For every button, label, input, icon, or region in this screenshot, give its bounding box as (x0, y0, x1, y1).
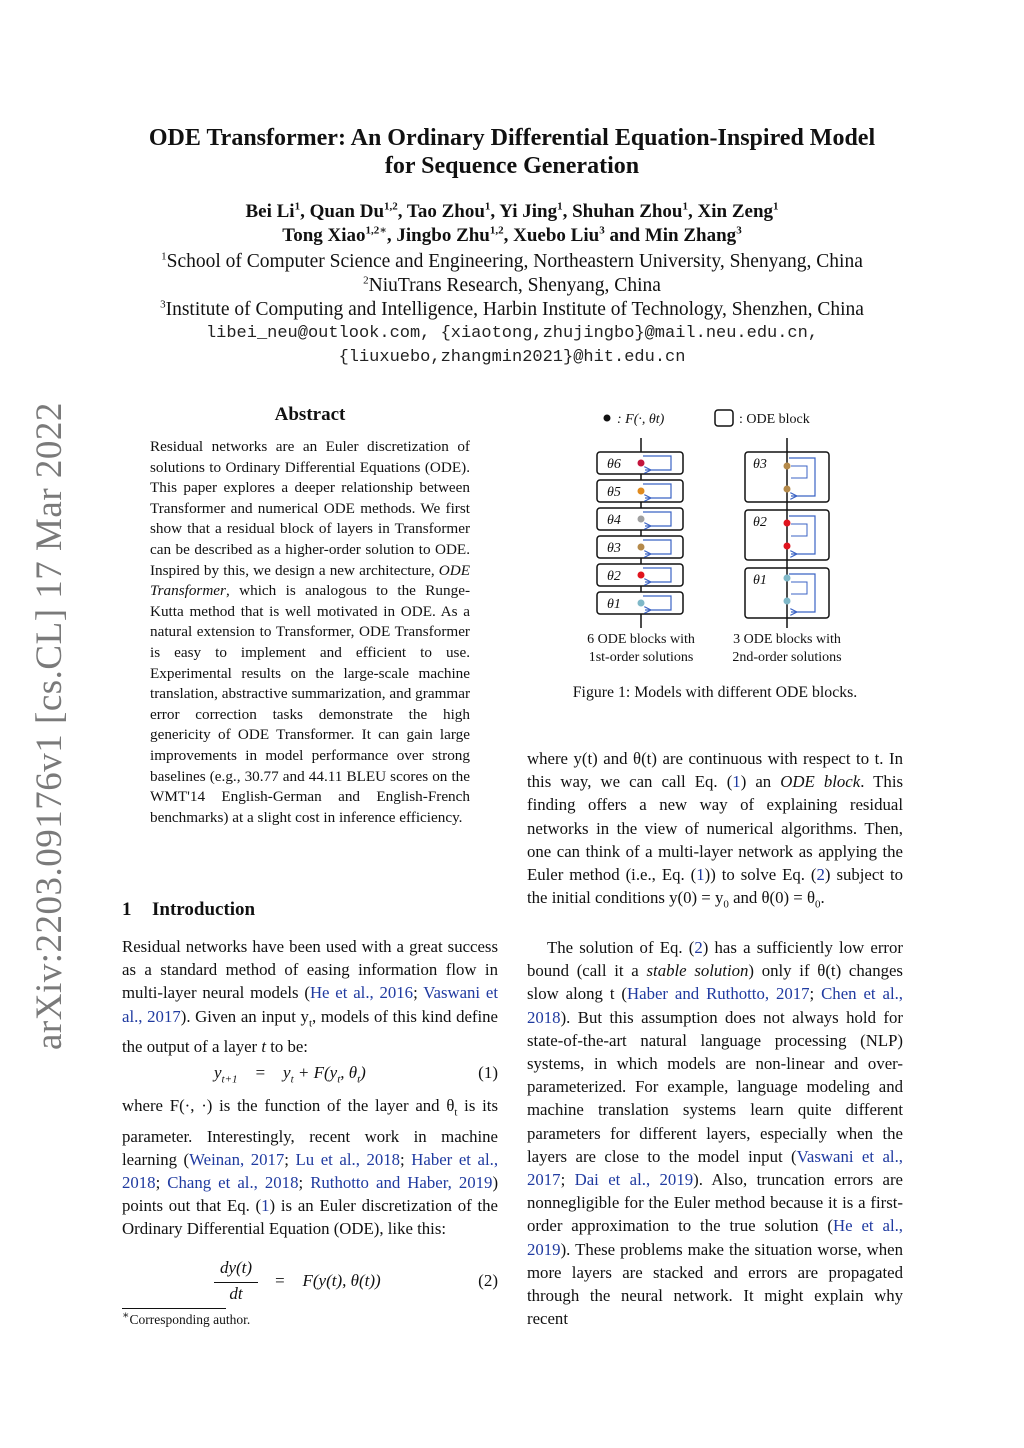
affiliation-2: $^2$NiuTrans Research, Shenyang, China (363, 274, 661, 296)
left-caption-line-2: 1st-order solutions (588, 650, 694, 665)
citation-link[interactable]: Chang et al., 2018 (167, 1172, 299, 1192)
arxiv-sidebar-stamp: arXiv:2203.09176v1 [cs.CL] 17 Mar 2022 (29, 402, 70, 1050)
citation-link[interactable]: Ruthotto and Haber, 2019 (310, 1172, 493, 1192)
right-block-1 (745, 568, 829, 618)
citation-link[interactable]: Lu et al., 2018 (295, 1149, 401, 1169)
left-block-4 (597, 508, 683, 530)
citation-link[interactable]: Vaswani et al., 2017 (122, 983, 498, 1026)
equation-ref-link[interactable]: 1 (732, 772, 741, 792)
left-block-6 (597, 452, 683, 474)
right-block-2 (745, 510, 829, 560)
author-line-2: Tong Xiao$^{1,2∗}$, Jingbo Zhu$^{1,2}$, Xuebo Liu$^3$ and Min Zhang$^3$ (282, 224, 742, 246)
intro-paragraph-2: where F(·, ·) is the function of the layer and $\theta_t$ is its parameter. Interestingly, recent work in machine learning (Weinan, 2017; Lu et al., 2018; Haber et al., 2018; Chang et al., 2018; Ruthotto and Haber, 2019) points out that Eq. (1) is an Euler discretization of the Ordinary Differential Equation (ODE), like this: (122, 1096, 499, 1239)
right-paragraph-2: The solution of Eq. (2) has a sufficiently low error bound (call it a stable solution) only if θ(t) changes slow along t (Haber and Ruthotto, 2017; Chen et al., 2018). But this assumption does not always hold for state-of-the-art natural language processing (NLP) systems, in which models are non-linear and over-parameterized. For example, language modeling and machine translation systems learn quite different parameters for different layers, especially when the layers are close to the model input (Vaswani et al., 2017; Dai et al., 2019). Also, truncation errors are nonnegligible for the Euler method because it is a first-order approximation to the true solution (He et al., 2019). These problems make the situation worse, when more layers are stacked and errors are propagated through the neural network. It might explain why recent (527, 938, 903, 1329)
citation-link[interactable]: He et al., 2016 (309, 983, 414, 1003)
equation-ref-link[interactable]: 1 (261, 1196, 270, 1216)
left-block-1 (597, 592, 683, 614)
equation-number: (1) (478, 1063, 498, 1082)
citation-link[interactable]: Haber and Ruthotto, 2017 (627, 984, 810, 1004)
svg-text:θ2: θ2 (607, 569, 621, 584)
svg-text:θ1: θ1 (607, 597, 621, 612)
legend-box-icon (715, 410, 733, 426)
citation-link[interactable]: Chen et al., 2018 (527, 984, 903, 1027)
svg-text:θ4: θ4 (607, 513, 621, 528)
affiliation-3: $^3$Institute of Computing and Intelligence, Harbin Institute of Technology, Shenzhen, China (160, 298, 864, 320)
author-emails (100, 322, 924, 370)
figure-1-caption: Figure 1: Models with different ODE blocks. (572, 684, 858, 701)
svg-text:θ2: θ2 (753, 515, 767, 530)
author-line-1: Bei Li$^1$, Quan Du$^{1,2}$, Tao Zhou$^1$, Yi Jing$^1$, Shuhan Zhou$^1$, Xin Zeng$^1$ (245, 200, 779, 222)
right-caption-line-1: 3 ODE blocks with (733, 632, 841, 647)
svg-text:θ6: θ6 (607, 457, 621, 472)
equation-1: $y_{t+1}$ = $y_t + F(y_t$, $\theta_t$) (1) (214, 1063, 498, 1086)
author-list (100, 200, 924, 248)
svg-text:θ1: θ1 (753, 573, 767, 588)
intro-paragraph-1: Residual networks have been used with a great success as a standard method of easing information flow in multi-layer neural models (He et al., 2016; Vaswani et al., 2017). Given an input $y_t$, models of this kind define the output of a layer t to be: (122, 937, 498, 1057)
paper-title (100, 124, 924, 180)
left-stack (597, 452, 683, 614)
abstract-body: Residual networks are an Euler discretization of solutions to Ordinary Differential Equations (ODE). This paper explores a deeper relationship between Transformer and numerical ODE methods. We first show that a residual block of layers in Transformer can be described as a higher-order solution to ODE. Inspired by this, we design a new architecture, ODE Transformer, which is analogous to the Runge-Kutta method that is well motivated in ODE. As a natural extension to Transformer, ODE Transformer is easy to implement and efficient to use. Experimental results on the large-scale machine translation, abstractive summarization, and grammar error correction tasks demonstrate the high genericity of ODE Transformer. It can gain large improvements in model performance over strong baselines (e.g., 30.77 and 44.11 BLEU scores on the WMT'14 English-German and English-French benchmarks) at a slight cost in inference efficiency. (150, 438, 470, 826)
legend-box-label: : ODE block (739, 412, 810, 427)
figure-1-diagram (565, 400, 885, 675)
left-block-2 (597, 564, 683, 586)
equation-number: (2) (478, 1271, 498, 1290)
equation-2: dy(t) dt = F(y(t), θ(t)) (2) (214, 1258, 498, 1308)
equation-ref-link[interactable]: 2 (694, 938, 703, 957)
abstract-heading: Abstract (274, 404, 346, 425)
citation-link[interactable]: Haber et al., 2018 (122, 1149, 499, 1192)
email-line-1: libei_neu@outlook.com, {xiaotong,zhujingbo}@mail.neu.edu.cn, (205, 324, 819, 343)
citation-link[interactable]: Vaswani et al., 2017 (527, 1146, 903, 1190)
affiliations (100, 250, 924, 322)
section-heading-introduction: 1 Introduction (122, 899, 256, 920)
left-caption-line-1: 6 ODE blocks with (587, 632, 695, 647)
left-block-5 (597, 480, 683, 502)
title-line-2: for Sequence Generation (384, 153, 640, 179)
footnote-rule (122, 1308, 226, 1309)
title-line-1: ODE Transformer: An Ordinary Differential Equation-Inspired Model (148, 125, 876, 151)
equation-ref-link[interactable]: 2 (816, 865, 825, 885)
email-line-2: {liuxuebo,zhangmin2021}@hit.edu.cn (338, 348, 686, 367)
legend-dot-icon (604, 415, 611, 422)
right-caption-line-2: 2nd-order solutions (732, 650, 842, 665)
citation-link[interactable]: Weinan, 2017 (189, 1149, 285, 1169)
svg-text:θ3: θ3 (607, 541, 621, 556)
legend-dot-label: : F(·, θt) (617, 412, 665, 427)
right-stack (745, 452, 829, 618)
right-paragraph-1: where y(t) and θ(t) are continuous with respect to t. In this way, we can call Eq. (1) an ODE block. This finding offers a new way of explaining residual networks in the view of numerical algorithms. Then, one can think of a multi-layer network as applying the Euler method (i.e., Eq. (1)) to solve Eq. (2) subject to the initial conditions $y(0) = y_0$ and $\theta(0) = \theta_0$. (527, 749, 904, 911)
citation-link[interactable]: He et al., 2019 (527, 1216, 903, 1259)
svg-text:θ3: θ3 (753, 457, 767, 472)
svg-text:θ5: θ5 (607, 485, 621, 500)
right-block-3 (745, 452, 829, 502)
citation-link[interactable]: Dai et al., 2019 (574, 1170, 694, 1190)
affiliation-1: $^1$School of Computer Science and Engineering, Northeastern University, Shenyang, China (161, 250, 863, 272)
footnote: ∗Corresponding author. (122, 1309, 251, 1327)
left-block-3 (597, 536, 683, 558)
equation-ref-link[interactable]: 1 (696, 865, 705, 885)
